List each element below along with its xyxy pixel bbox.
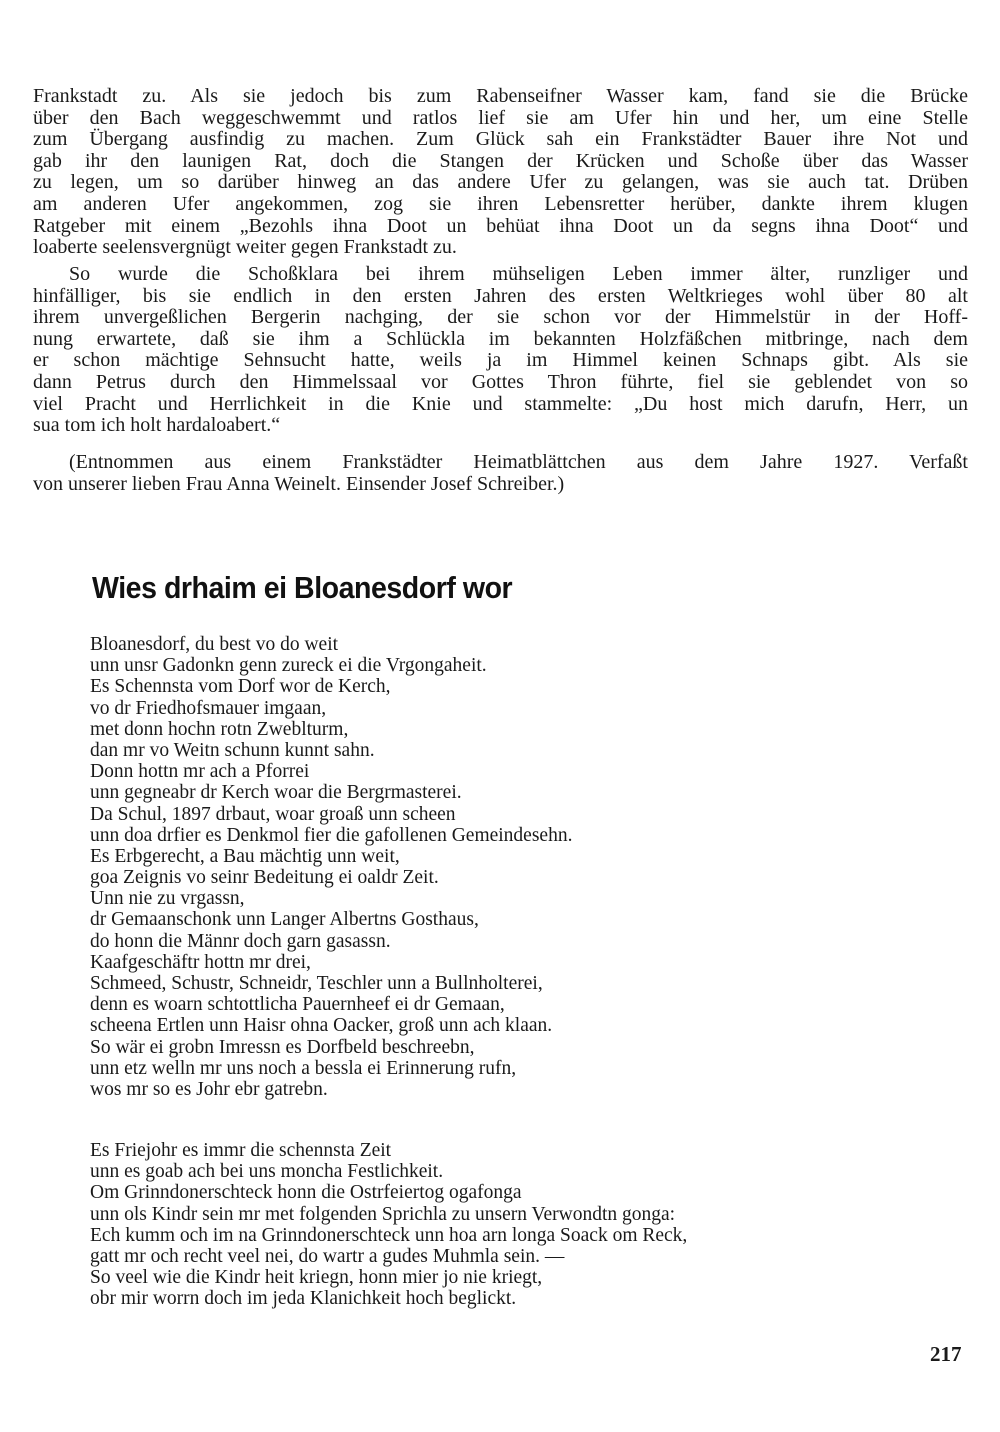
poem-line: Es Friejohr es immr die schennsta Zeit	[90, 1140, 392, 1161]
poem-title: Wies drhaim ei Bloanesdorf wor	[92, 570, 513, 605]
poem-line: met donn hochn rotn Zweblturm,	[90, 718, 349, 740]
text-line: von unserer lieben Frau Anna Weinelt. Einsender Josef Schreiber.)	[33, 472, 565, 495]
page-number: 217	[930, 1342, 962, 1366]
text-line: über den Bach weggeschwemmt und ratlos lief sie am Ufer hin und her, um eine Stelle	[33, 106, 968, 129]
poem-line: unn unsr Gadonkn genn zureck ei die Vrgongaheit.	[90, 655, 487, 677]
poem-line: wos mr so es Johr ebr gatrebn.	[90, 1078, 328, 1100]
text-line: zu legen, um so darüber hinweg an das andere Ufer zu gelangen, was sie auch tat. Drüben	[33, 171, 968, 194]
text-line: am anderen Ufer angekommen, zog sie ihren Lebensretter herüber, dankte ihrem klugen	[33, 192, 968, 215]
poem-line: unn etz welln mr uns noch a bessla ei Erinnerung rufn,	[90, 1057, 517, 1079]
text-line: nung erwartete, daß sie ihm a Schlückla im bekannten Holzfäßchen mitbringe, nach dem	[33, 327, 968, 350]
text-line: sua tom ich holt hardaloabert.“	[33, 414, 281, 437]
text-line: (Entnommen aus einem Frankstädter Heimatblättchen aus dem Jahre 1927. Verfaßt	[69, 451, 968, 473]
poem-line: unn gegneabr dr Kerch woar die Bergrmasterei.	[90, 782, 462, 804]
text-line: So wurde die Schoßklara bei ihrem mühseligen Leben immer älter, runzliger und	[69, 263, 968, 285]
text-line: Ratgeber mit einem „Bezohls ihna Doot un behüat ihna Doot un da segns ihna Doot“ und	[33, 214, 968, 237]
poem-line: unn es goab ach bei uns moncha Festlichkeit.	[90, 1161, 444, 1183]
poem-line: dan mr vo Weitn schunn kunnt sahn.	[90, 739, 375, 761]
poem-line: Bloanesdorf, du best vo do weit	[90, 634, 339, 655]
poem-line: Donn hottn mr ach a Pforrei	[90, 761, 310, 783]
source-note-paragraph	[33, 452, 968, 495]
poem-line: unn ols Kindr sein mr met folgenden Sprichla zu unsern Verwondtn gonga:	[90, 1203, 676, 1225]
poem-line: Unn nie zu vrgassn,	[90, 888, 245, 910]
text-line: zum Übergang ausfindig zu machen. Zum Glück sah ein Frankstädter Bauer ihre Not und	[33, 128, 968, 151]
text-line: viel Pracht und Herrlichkeit in die Knie und stammelte: „Du host mich darufn, Herr, un	[33, 392, 968, 415]
text-line: er schon mächtige Sehnsucht hatte, weils ja im Himmel keinen Schnaps gibt. Als sie	[33, 349, 968, 372]
poem-line: do honn die Männr doch garn gasassn.	[90, 930, 391, 952]
poem-line: Schmeed, Schustr, Schneidr, Teschler unn a Bullnholterei,	[90, 973, 543, 994]
poem-line: gatt mr och recht veel nei, do wartr a gudes Muhmla sein. —	[90, 1245, 565, 1267]
poem-stanza-2	[90, 1140, 687, 1310]
poem-line: So wär ei grobn Imressn es Dorfbeld beschreebn,	[90, 1036, 475, 1058]
poem-stanza-1	[90, 634, 572, 1100]
poem-line: unn doa drfier es Denkmol fier die gafollenen Gemeindesehn.	[90, 824, 573, 846]
poem-line: So veel wie die Kindr heit kriegn, honn mier jo nie kriegt,	[90, 1267, 543, 1289]
text-line: hinfälliger, bis sie endlich in den ersten Jahren des ersten Weltkrieges wohl über 80 alt	[33, 284, 968, 307]
poem-line: scheena Ertlen unn Haisr ohna Oacker, groß unn ach klaan.	[90, 1015, 553, 1037]
text-line: gab ihr den launigen Rat, doch die Stangen der Krücken und Schoße über das Wasser	[33, 149, 968, 172]
text-line: dann Petrus durch den Himmelssaal vor Gottes Thron führte, fiel sie geblendet von so	[33, 370, 968, 393]
text-line: loaberte seelensvergnügt weiter gegen Frankstadt zu.	[33, 236, 457, 259]
poem-line: vo dr Friedhofsmauer imgaan,	[90, 697, 327, 719]
poem-line: goa Zeignis vo seinr Bedeitung ei oaldr Zeit.	[90, 867, 439, 889]
poem-line: Kaafgeschäftr hottn mr drei,	[90, 951, 311, 973]
text-line: Frankstadt zu. Als sie jedoch bis zum Rabenseifner Wasser kam, fand sie die Brücke	[33, 85, 968, 107]
poem-line: Om Grinndonerschteck honn die Ostrfeiertog ogafonga	[90, 1182, 522, 1204]
poem-line: denn es woarn schtottlicha Pauernheef ei dr Gemaan,	[90, 994, 505, 1016]
poem-line: obr mir worrn doch im jeda Klanichkeit hoch beglickt.	[90, 1288, 517, 1310]
prose-paragraph-2	[33, 264, 968, 437]
text-line: ihrem unvergeßlichen Bergerin nachging, der sie schon vor der Himmelstür in der Hoff-	[33, 306, 968, 329]
poem-line: Es Schennsta vom Dorf wor de Kerch,	[90, 676, 391, 698]
poem-line: dr Gemaanschonk unn Langer Albertns Gosthaus,	[90, 909, 479, 931]
prose-paragraph-1	[33, 86, 968, 259]
poem-line: Es Erbgerecht, a Bau mächtig unn weit,	[90, 845, 400, 867]
poem-line: Ech kumm och im na Grinndonerschteck unn hoa arn longa Soack om Reck,	[90, 1224, 688, 1246]
poem-line: Da Schul, 1897 drbaut, woar groaß unn scheen	[90, 803, 456, 825]
